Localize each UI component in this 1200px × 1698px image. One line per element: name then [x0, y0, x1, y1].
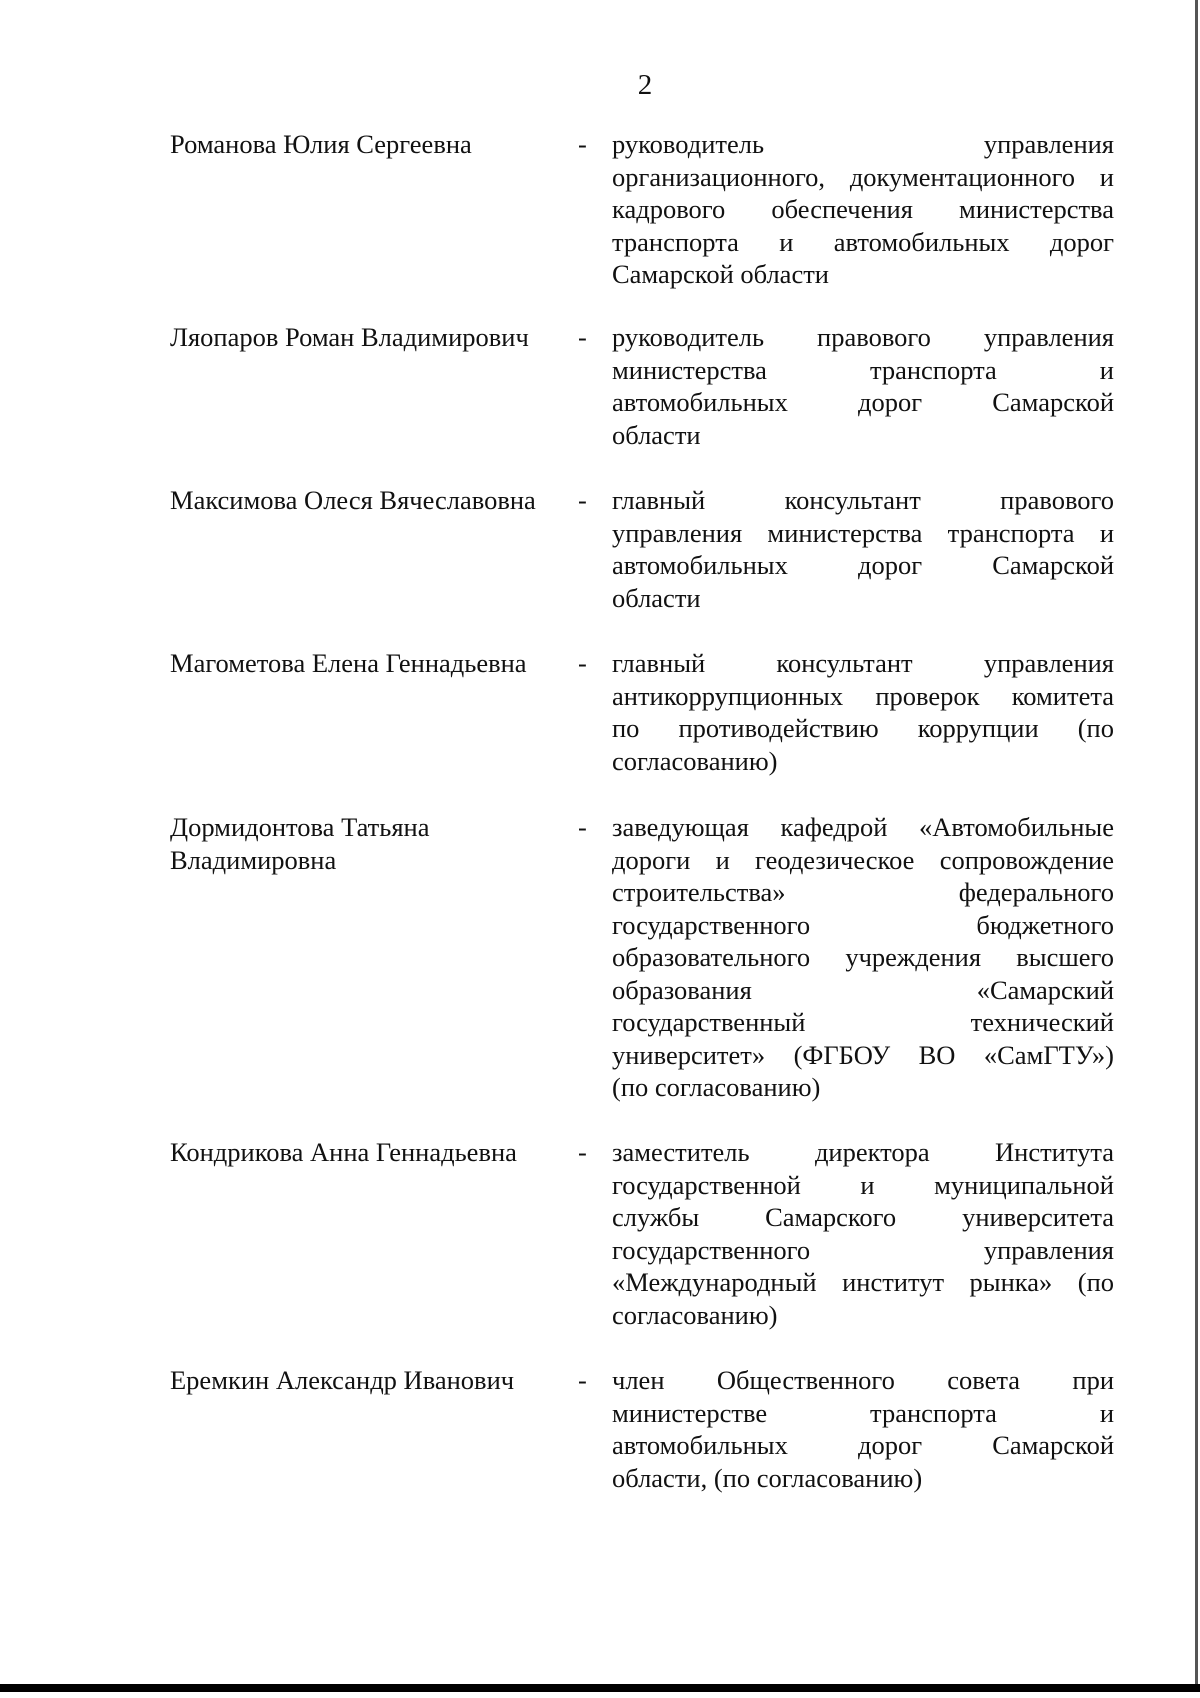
position-line: автомобильных дорог Самарской — [612, 550, 1114, 580]
member-name: Еремкин Александр Иванович — [170, 1365, 515, 1395]
position-line: по противодействию коррупции (по — [612, 713, 1114, 743]
member-entry — [0, 1136, 1200, 1364]
position-line: руководитель управления — [612, 129, 1114, 159]
member-position — [612, 647, 1114, 777]
position-line: министерства транспорта и — [612, 354, 1114, 385]
page-number: 2 — [637, 69, 653, 101]
position-line: дороги и геодезическое сопровождение — [612, 844, 1114, 875]
position-line: образования «Самарский — [612, 974, 1114, 1005]
position-line: Самарской области — [612, 259, 829, 289]
position-line: государственного управления — [612, 1234, 1114, 1265]
page-edge-bottom — [0, 1684, 1200, 1692]
position-line: образовательного учреждения высшего — [612, 942, 1114, 972]
position-line: кадрового обеспечения министерства — [612, 194, 1114, 224]
member-name: Ляопаров Роман Владимирович — [170, 322, 529, 352]
position-line: «Международный институт рынка» (по — [612, 1267, 1114, 1297]
position-line: строительства» федерального — [612, 877, 1114, 907]
position-line: антикоррупционных проверок комитета — [612, 680, 1114, 711]
member-name: Кондрикова Анна Геннадьевна — [170, 1137, 517, 1167]
member-dash: - — [578, 322, 587, 352]
position-line: области — [612, 419, 701, 450]
member-entry — [0, 128, 1200, 321]
position-line: области — [612, 582, 701, 613]
member-dash: - — [578, 1365, 587, 1395]
position-line: государственный технический — [612, 1007, 1114, 1037]
position-line: автомобильных дорог Самарской — [612, 387, 1114, 417]
member-entry — [0, 321, 1200, 484]
member-dash: - — [578, 129, 587, 159]
member-list — [0, 128, 1200, 1504]
member-position — [612, 1364, 1114, 1494]
position-line: организационного, документационного и — [612, 161, 1114, 192]
position-line: заместитель директора Института — [612, 1137, 1114, 1167]
position-line: государственной и муниципальной — [612, 1169, 1114, 1200]
position-line: автомобильных дорог Самарской — [612, 1430, 1114, 1460]
member-position — [612, 321, 1114, 451]
position-line: согласованию) — [612, 1299, 778, 1330]
position-line: управления министерства транспорта и — [612, 517, 1114, 548]
member-position — [612, 811, 1114, 1104]
member-entry — [0, 1364, 1200, 1504]
position-line: заведующая кафедрой «Автомобильные — [612, 812, 1114, 842]
position-line: главный консультант правового — [612, 485, 1114, 515]
member-position — [612, 1136, 1114, 1331]
member-entry — [0, 647, 1200, 811]
member-name: Максимова Олеся Вячеславовна — [170, 485, 536, 515]
position-line: главный консультант управления — [612, 648, 1114, 678]
position-line: руководитель правового управления — [612, 322, 1114, 352]
member-dash: - — [578, 648, 587, 678]
position-line: член Общественного совета при — [612, 1365, 1114, 1395]
member-entry — [0, 811, 1200, 1136]
position-line: министерстве транспорта и — [612, 1397, 1114, 1428]
member-dash: - — [578, 812, 587, 842]
position-line: области, (по согласованию) — [612, 1462, 923, 1493]
member-name: Магометова Елена Геннадьевна — [170, 648, 527, 678]
position-line: государственного бюджетного — [612, 909, 1114, 940]
member-name: Дормидонтова Татьяна Владимировна — [170, 812, 430, 875]
position-line: транспорта и автомобильных дорог — [612, 226, 1114, 257]
position-line: университет» (ФГБОУ ВО «СамГТУ») — [612, 1039, 1114, 1070]
member-position — [612, 128, 1114, 291]
member-dash: - — [578, 485, 587, 515]
position-line: согласованию) — [612, 745, 778, 776]
member-entry — [0, 484, 1200, 647]
position-line: службы Самарского университета — [612, 1202, 1114, 1232]
member-position — [612, 484, 1114, 614]
member-name: Романова Юлия Сергеевна — [170, 129, 472, 159]
member-dash: - — [578, 1137, 587, 1167]
position-line: (по согласованию) — [612, 1072, 821, 1102]
